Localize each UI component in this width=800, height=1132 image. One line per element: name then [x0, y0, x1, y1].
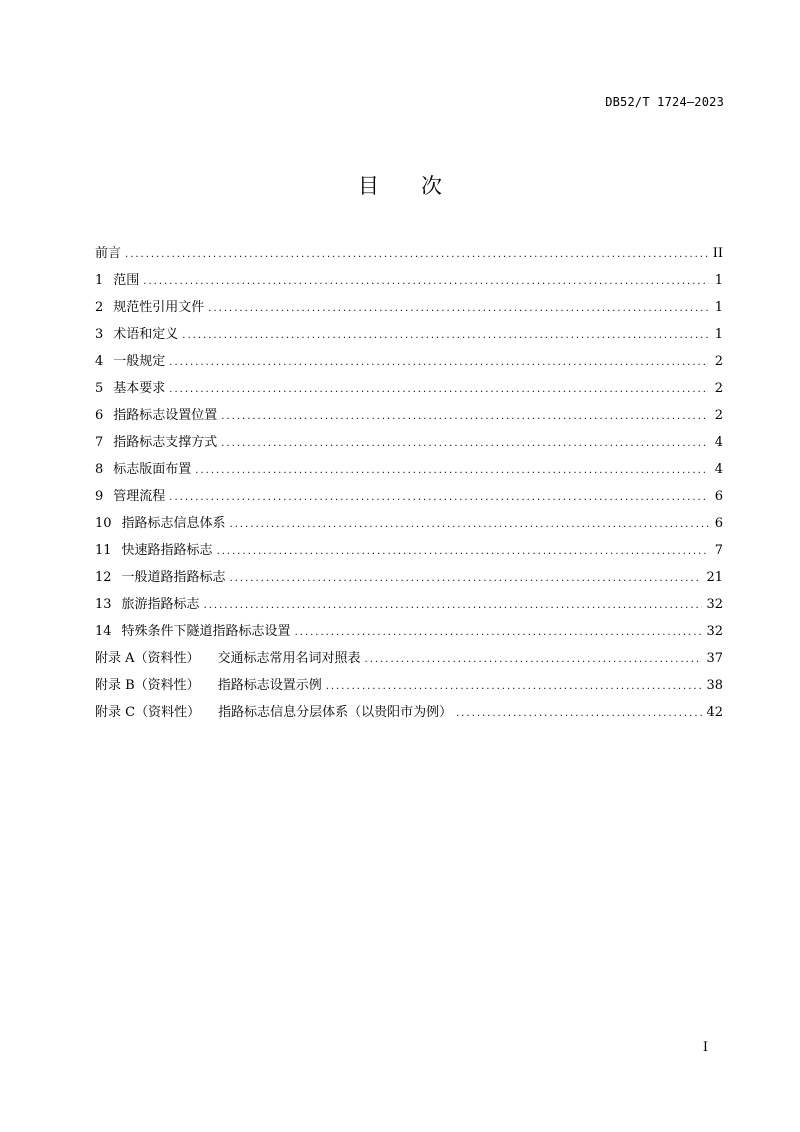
toc-entry-number: 5 [95, 381, 104, 396]
appendix-label: 附录 C（资料性） [95, 705, 201, 720]
toc-entry-number: 1 [95, 273, 104, 288]
toc-entry-page: 4 [714, 435, 723, 450]
dot-leader [230, 511, 709, 538]
toc-entry-title: 规范性引用文件 [113, 300, 205, 315]
toc-entry-5[interactable] [95, 375, 723, 402]
toc-entry-title: 旅游指路标志 [121, 597, 200, 612]
toc-entry-number: 4 [95, 354, 104, 369]
toc-entry-3[interactable] [95, 321, 723, 348]
toc-entry-page: 6 [714, 516, 723, 531]
toc-entry-page: 38 [706, 678, 723, 693]
toc-entry-2[interactable] [95, 294, 723, 321]
toc-entry-number: 9 [95, 489, 104, 504]
toc-entry-title: 术语和定义 [113, 327, 179, 342]
toc-entry-title: 一般道路指路标志 [121, 570, 226, 585]
toc-entry-number: 6 [95, 408, 104, 423]
dot-leader [456, 700, 702, 727]
toc-entry-appendix-c[interactable] [95, 699, 723, 726]
toc-entry-appendix-b[interactable] [95, 672, 723, 699]
toc-entry-title: 范围 [113, 273, 140, 288]
toc-entry-number: 3 [95, 327, 104, 342]
toc-entry-page: II [712, 246, 723, 261]
dot-leader [208, 295, 709, 322]
toc-entry-title: 管理流程 [113, 489, 166, 504]
toc-entry-number: 8 [95, 462, 104, 477]
dot-leader [195, 457, 709, 484]
dot-leader [217, 538, 709, 565]
toc-entry-12[interactable] [95, 564, 723, 591]
page-number: I [702, 1040, 708, 1055]
toc-entry-title: 指路标志设置位置 [113, 408, 218, 423]
toc-entry-page: 32 [706, 624, 723, 639]
dot-leader [182, 322, 709, 349]
toc-entry-title: 一般规定 [113, 354, 166, 369]
toc-entry-page: 42 [706, 705, 723, 720]
toc-entry-title: 前言 [95, 246, 122, 261]
dot-leader [295, 619, 703, 646]
toc-entry-11[interactable] [95, 537, 723, 564]
toc-entry-title: 快速路指路标志 [121, 543, 213, 558]
dot-leader [143, 268, 709, 295]
toc-entry-4[interactable] [95, 348, 723, 375]
toc-entry-page: 7 [714, 543, 723, 558]
toc-entry-title: 特殊条件下隧道指路标志设置 [121, 624, 291, 639]
toc-entry-number: 7 [95, 435, 104, 450]
toc-entry-10[interactable] [95, 510, 723, 537]
toc-entry-title: 指路标志支撑方式 [113, 435, 218, 450]
toc-entry-7[interactable] [95, 429, 723, 456]
toc-entry-number: 11 [95, 543, 112, 558]
dot-leader [204, 592, 703, 619]
toc-entry-page: 1 [714, 327, 723, 342]
dot-leader [169, 349, 709, 376]
toc-entry-title: 指路标志设置示例 [217, 678, 322, 693]
toc-entry-8[interactable] [95, 456, 723, 483]
toc-entry-page: 6 [714, 489, 723, 504]
toc-entry-page: 21 [706, 570, 723, 585]
toc-entry-13[interactable] [95, 591, 723, 618]
toc-entry-9[interactable] [95, 483, 723, 510]
toc-entry-page: 37 [706, 651, 723, 666]
table-of-contents [95, 240, 723, 726]
toc-entry-number: 14 [95, 624, 112, 639]
dot-leader [169, 484, 709, 511]
toc-entry-number: 13 [95, 597, 112, 612]
toc-entry-page: 4 [714, 462, 723, 477]
toc-entry-title: 指路标志信息分层体系（以贵阳市为例） [218, 705, 453, 720]
dot-leader [221, 430, 709, 457]
document-code: DB52/T 1724—2023 [605, 95, 724, 109]
toc-entry-6[interactable] [95, 402, 723, 429]
dot-leader [326, 673, 703, 700]
toc-entry-foreword[interactable] [95, 240, 723, 267]
toc-entry-page: 32 [706, 597, 723, 612]
appendix-label: 附录 A（资料性） [95, 651, 200, 666]
toc-entry-page: 1 [714, 273, 723, 288]
dot-leader [365, 646, 703, 673]
toc-entry-title: 标志版面布置 [113, 462, 192, 477]
toc-entry-title: 指路标志信息体系 [121, 516, 226, 531]
dot-leader [221, 403, 709, 430]
dot-leader [125, 241, 709, 268]
toc-entry-title: 基本要求 [113, 381, 166, 396]
toc-entry-page: 1 [714, 300, 723, 315]
toc-entry-page: 2 [714, 408, 723, 423]
dot-leader [169, 376, 709, 403]
toc-entry-title: 交通标志常用名词对照表 [217, 651, 361, 666]
toc-entry-page: 2 [714, 354, 723, 369]
toc-entry-number: 10 [95, 516, 112, 531]
toc-entry-1[interactable] [95, 267, 723, 294]
toc-entry-14[interactable] [95, 618, 723, 645]
dot-leader [230, 565, 703, 592]
toc-entry-appendix-a[interactable] [95, 645, 723, 672]
toc-entry-page: 2 [714, 381, 723, 396]
page-title: 目次 [358, 174, 484, 198]
toc-entry-number: 12 [95, 570, 112, 585]
toc-entry-number: 2 [95, 300, 104, 315]
appendix-label: 附录 B（资料性） [95, 678, 200, 693]
